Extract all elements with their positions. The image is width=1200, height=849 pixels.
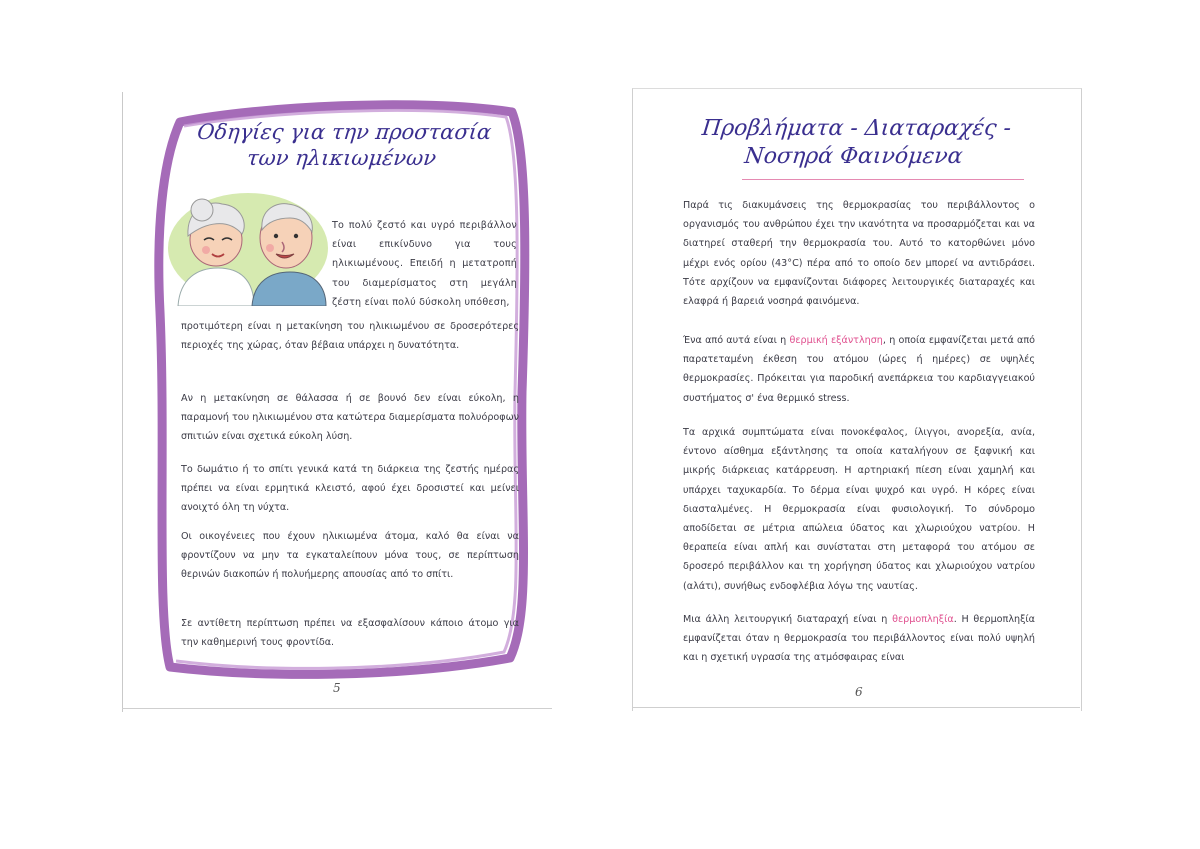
right-title-underline [742,179,1024,180]
right-p4-after: . Η θερμοπληξία εμφανίζεται όταν η θερμοκρασία του περιβάλλοντος είναι πολύ υψηλή και η σχετική υγρασία της ατμόσφαιρας είναι [683,614,1035,664]
left-p4-text: Οι οικογένειες που έχουν ηλικιωμένα άτομα, καλό θα είναι να φροντίζουν να μην τα εγκαταλείπουν μόνα τους, σε περίπτωση θερινών διακοπών ή πολυήμερης απουσίας από το σπίτι. [181,531,519,581]
heatstroke-term: θερμοπληξία [892,614,954,625]
right-p2-before: Ένα από αυτά είναι η [683,335,790,346]
right-p4-text [683,610,1035,668]
right-page-title [677,115,1033,171]
right-paragraph-4 [683,610,1035,668]
right-p2-after: , η οποία εμφανίζεται μετά από παρατεταμένη έκθεση του ατόμου (ώρες ή ημέρες) σε υψηλές θερμοκρασίες. Πρόκειται για παροδική ανεπάρκεια του καρδιαγγειακού συστήματος σ' ένα θερμικό stress. [683,335,1036,404]
right-p2-text [683,331,1035,408]
right-paragraph-2 [683,331,1035,408]
left-paragraph-1-continued [181,317,519,355]
right-page-number: 6 [855,685,863,699]
left-p2-text: Αν η μετακίνηση σε θάλασσα ή σε βουνό δεν είναι εύκολη, η παραμονή του ηλικιωμένου στα κατώτερα διαμερίσματα πολυόροφων σπιτιών είναι σχετικά εύκολη λύση. [181,393,519,443]
left-p1-text: προτιμότερη είναι η μετακίνηση του ηλικιωμένου σε δροσερότερες περιοχές της χώρας, όταν βέβαια υπάρχει η δυνατότητα. [181,321,519,352]
left-title-line1: Οδηγίες για την προστασία [196,120,493,144]
heat-exhaustion-term: θερμική εξάντληση [789,335,883,346]
left-paragraph-5 [181,614,519,652]
left-p5-text: Σε αντίθετη περίπτωση πρέπει να εξασφαλίσουν κάποιο άτομο για την καθημερινή τους φροντίδα. [181,618,519,649]
left-paragraph-2 [181,389,519,447]
right-title-line2: Νοσηρά Φαινόμενα [743,144,964,169]
right-p1-text: Παρά τις διακυμάνσεις της θερμοκρασίας του περιβάλλοντος ο οργανισμός του ανθρώπου έχει την ικανότητα να προσαρμόζεται και να διατηρεί σταθερή την θερμοκρασία του. Αυτό το κατορθώνει μόνο μέχρι ενός ορίου (43°C) πέρα από το οποίο δεν μπορεί να αντιδράσει. Τότε αρχίζουν να εμφανίζονται διάφορες λειτουργικές διαταραχές και ελαφρά ή βαρειά νοσηρά φαινόμενα. [683,200,1035,308]
right-title-line1: Προβλήματα - Διαταραχές - [700,116,1013,141]
left-title-line2: των ηλικιωμένων [245,146,438,170]
right-p4-before: Μια άλλη λειτουργική διαταραχή είναι η [683,614,893,625]
left-page-number: 5 [333,681,341,695]
left-paragraph-3 [181,460,519,518]
left-page-bottom-rule [122,708,552,709]
left-page-title [175,119,510,171]
intro-paragraph [332,216,517,312]
right-p3-text: Τα αρχικά συμπτώματα είναι πονοκέφαλος, ίλιγγοι, ανορεξία, ανία, έντονο αίσθημα εξάντλησης τα οποία καταλήγουν σε ξαφνική και μικρής διάρκειας κατάρρευση. Η αρτηριακή πίεση είναι χαμηλή και υπάρχει ταχυκαρδία. Το δέρμα είναι ψυχρό και υγρό. Η κόρες είναι διασταλμένες. Η θερμοκρασία είναι φυσιολογική. Το σύνδρομο αποδίδεται σε μέτρια απώλεια ύδατος και χλωριούχου νατρίου. Η θεραπεία είναι απλή και συνίσταται στη μεταφορά του ατόμου σε δροσερό περιβάλλον και τη χορήγηση ύδατος και χλωριούχου νατρίου (αλάτι), συνήθως ενδοφλέβια λόγω της ναυτίας. [683,427,1035,592]
left-p3-text: Το δωμάτιο ή το σπίτι γενικά κατά τη διάρκεια της ζεστής ημέρας πρέπει να είναι ερμητικά κλειστό, αφού έχει δροσιστεί και μείνει ανοιχτό όλη τη νύχτα. [181,464,519,514]
right-page-bottom-rule [632,707,1080,708]
intro-text: Το πολύ ζεστό και υγρό περιβάλλον είναι επικίνδυνο για τους ηλικιωμένους. Επειδή η μετατροπή του διαμερίσματος στη μεγάλη ζέστη είναι πολύ δύσκολη υπόθεση, [332,220,517,308]
elderly-couple-illustration [168,188,328,306]
right-paragraph-1 [683,196,1035,311]
purple-frame [140,92,540,682]
right-paragraph-3 [683,423,1035,596]
left-paragraph-4 [181,527,519,585]
